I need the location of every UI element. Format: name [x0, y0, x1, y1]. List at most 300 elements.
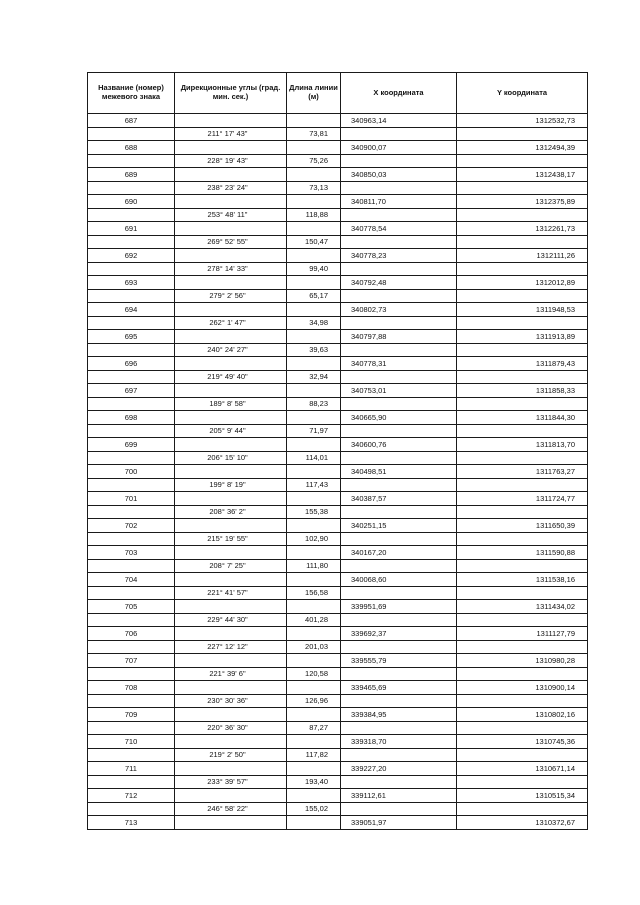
table-row-segment: [88, 748, 588, 762]
empty-cell: [287, 627, 341, 641]
marker-name-cell: 713: [88, 816, 175, 830]
empty-cell: [341, 289, 457, 303]
line-length-cell: 99,40: [287, 262, 341, 276]
empty-cell: [175, 438, 287, 452]
marker-name-cell: 701: [88, 492, 175, 506]
direction-angle-cell: 278° 14' 33": [175, 262, 287, 276]
table-row-segment: [88, 532, 588, 546]
empty-cell: [457, 262, 588, 276]
empty-cell: [175, 465, 287, 479]
marker-name-cell: 699: [88, 438, 175, 452]
empty-cell: [175, 681, 287, 695]
empty-cell: [88, 235, 175, 249]
empty-cell: [341, 235, 457, 249]
empty-cell: [457, 424, 588, 438]
direction-angle-cell: 269° 52' 55": [175, 235, 287, 249]
line-length-cell: 73,81: [287, 127, 341, 141]
x-coordinate-cell: 340797,88: [341, 330, 457, 344]
empty-cell: [175, 735, 287, 749]
table-row-segment: [88, 127, 588, 141]
direction-angle-cell: 215° 19' 55": [175, 532, 287, 546]
empty-cell: [175, 222, 287, 236]
empty-cell: [175, 141, 287, 155]
y-coordinate-cell: 1312438,17: [457, 168, 588, 182]
line-length-cell: 88,23: [287, 397, 341, 411]
table-row-point: [88, 519, 588, 533]
marker-name-cell: 702: [88, 519, 175, 533]
line-length-cell: 117,43: [287, 478, 341, 492]
empty-cell: [457, 775, 588, 789]
empty-cell: [88, 667, 175, 681]
empty-cell: [457, 154, 588, 168]
empty-cell: [287, 168, 341, 182]
table-row-point: [88, 168, 588, 182]
empty-cell: [457, 397, 588, 411]
x-coordinate-cell: 340900,07: [341, 141, 457, 155]
line-length-cell: 120,58: [287, 667, 341, 681]
marker-name-cell: 689: [88, 168, 175, 182]
table-row-point: [88, 735, 588, 749]
empty-cell: [287, 708, 341, 722]
empty-cell: [175, 816, 287, 830]
direction-angle-cell: 227° 12' 12": [175, 640, 287, 654]
direction-angle-cell: 279° 2' 56": [175, 289, 287, 303]
marker-name-cell: 697: [88, 384, 175, 398]
x-coordinate-cell: 339227,20: [341, 762, 457, 776]
empty-cell: [457, 370, 588, 384]
empty-cell: [341, 478, 457, 492]
x-coordinate-cell: 340068,60: [341, 573, 457, 587]
empty-cell: [457, 181, 588, 195]
marker-name-cell: 698: [88, 411, 175, 425]
table-row-point: [88, 573, 588, 587]
marker-name-cell: 705: [88, 600, 175, 614]
marker-name-cell: 712: [88, 789, 175, 803]
marker-name-cell: 709: [88, 708, 175, 722]
empty-cell: [457, 235, 588, 249]
empty-cell: [175, 114, 287, 128]
direction-angle-cell: 240° 24' 27": [175, 343, 287, 357]
empty-cell: [457, 640, 588, 654]
empty-cell: [287, 681, 341, 695]
table-row-point: [88, 789, 588, 803]
x-coordinate-cell: 339555,79: [341, 654, 457, 668]
empty-cell: [88, 748, 175, 762]
table-row-point: [88, 681, 588, 695]
empty-cell: [287, 276, 341, 290]
line-length-cell: 201,03: [287, 640, 341, 654]
y-coordinate-cell: 1311434,02: [457, 600, 588, 614]
line-length-cell: 401,28: [287, 613, 341, 627]
direction-angle-cell: 221° 41' 57": [175, 586, 287, 600]
empty-cell: [287, 519, 341, 533]
empty-cell: [175, 276, 287, 290]
empty-cell: [175, 249, 287, 263]
table-row-point: [88, 357, 588, 371]
y-coordinate-cell: 1310900,14: [457, 681, 588, 695]
empty-cell: [287, 762, 341, 776]
x-coordinate-cell: 340802,73: [341, 303, 457, 317]
line-length-cell: 193,40: [287, 775, 341, 789]
table-header-row: [88, 73, 588, 114]
empty-cell: [175, 384, 287, 398]
line-length-cell: 118,88: [287, 208, 341, 222]
x-coordinate-cell: 339051,97: [341, 816, 457, 830]
x-coordinate-cell: 339951,69: [341, 600, 457, 614]
empty-cell: [287, 249, 341, 263]
empty-cell: [341, 397, 457, 411]
empty-cell: [287, 735, 341, 749]
marker-name-cell: 706: [88, 627, 175, 641]
x-coordinate-cell: 340387,57: [341, 492, 457, 506]
empty-cell: [88, 289, 175, 303]
x-coordinate-cell: 339692,37: [341, 627, 457, 641]
empty-cell: [175, 762, 287, 776]
empty-cell: [88, 127, 175, 141]
empty-cell: [457, 748, 588, 762]
table-row-point: [88, 330, 588, 344]
direction-angle-cell: 220° 36' 30": [175, 721, 287, 735]
empty-cell: [287, 141, 341, 155]
marker-name-cell: 688: [88, 141, 175, 155]
header-line-length: Длина линии (м): [287, 73, 341, 114]
table-row-segment: [88, 208, 588, 222]
empty-cell: [88, 721, 175, 735]
table-row-point: [88, 546, 588, 560]
empty-cell: [341, 262, 457, 276]
direction-angle-cell: 221° 39' 6": [175, 667, 287, 681]
direction-angle-cell: 253° 48' 11": [175, 208, 287, 222]
empty-cell: [457, 586, 588, 600]
table-row-point: [88, 141, 588, 155]
empty-cell: [341, 181, 457, 195]
line-length-cell: 111,80: [287, 559, 341, 573]
y-coordinate-cell: 1310515,34: [457, 789, 588, 803]
line-length-cell: 155,38: [287, 505, 341, 519]
empty-cell: [287, 816, 341, 830]
direction-angle-cell: 228° 19' 43": [175, 154, 287, 168]
x-coordinate-cell: 340778,23: [341, 249, 457, 263]
table-row-segment: [88, 640, 588, 654]
direction-angle-cell: 230° 30' 36": [175, 694, 287, 708]
direction-angle-cell: 211° 17' 43": [175, 127, 287, 141]
empty-cell: [88, 802, 175, 816]
direction-angle-cell: 208° 7' 25": [175, 559, 287, 573]
coordinate-table-sheet: [87, 72, 588, 830]
empty-cell: [457, 316, 588, 330]
marker-name-cell: 703: [88, 546, 175, 560]
header-marker-name: Название (номер) межевого знака: [88, 73, 175, 114]
empty-cell: [287, 222, 341, 236]
empty-cell: [457, 451, 588, 465]
y-coordinate-cell: 1310671,14: [457, 762, 588, 776]
y-coordinate-cell: 1312261,73: [457, 222, 588, 236]
empty-cell: [175, 789, 287, 803]
empty-cell: [287, 384, 341, 398]
table-row-segment: [88, 586, 588, 600]
empty-cell: [287, 411, 341, 425]
table-row-segment: [88, 667, 588, 681]
x-coordinate-cell: 340811,70: [341, 195, 457, 209]
table-row-segment: [88, 451, 588, 465]
direction-angle-cell: 205° 9' 44": [175, 424, 287, 438]
empty-cell: [457, 289, 588, 303]
direction-angle-cell: 229° 44' 30": [175, 613, 287, 627]
table-row-segment: [88, 289, 588, 303]
empty-cell: [287, 600, 341, 614]
line-length-cell: 32,94: [287, 370, 341, 384]
direction-angle-cell: 219° 2' 50": [175, 748, 287, 762]
empty-cell: [341, 316, 457, 330]
empty-cell: [88, 505, 175, 519]
y-coordinate-cell: 1311879,43: [457, 357, 588, 371]
empty-cell: [341, 748, 457, 762]
header-x-coordinate: X координата: [341, 73, 457, 114]
empty-cell: [287, 114, 341, 128]
empty-cell: [175, 600, 287, 614]
table-row-segment: [88, 505, 588, 519]
table-row-point: [88, 627, 588, 641]
empty-cell: [341, 721, 457, 735]
marker-name-cell: 694: [88, 303, 175, 317]
empty-cell: [287, 654, 341, 668]
table-row-segment: [88, 694, 588, 708]
table-row-segment: [88, 478, 588, 492]
empty-cell: [457, 127, 588, 141]
x-coordinate-cell: 340778,54: [341, 222, 457, 236]
table-row-segment: [88, 235, 588, 249]
direction-angle-cell: 246° 58' 22": [175, 802, 287, 816]
direction-angle-cell: 206° 15' 10": [175, 451, 287, 465]
marker-name-cell: 687: [88, 114, 175, 128]
empty-cell: [341, 694, 457, 708]
table-row-segment: [88, 721, 588, 735]
table-row-point: [88, 816, 588, 830]
empty-cell: [287, 573, 341, 587]
header-y-coordinate: Y координата: [457, 73, 588, 114]
empty-cell: [287, 492, 341, 506]
y-coordinate-cell: 1311724,77: [457, 492, 588, 506]
empty-cell: [287, 789, 341, 803]
y-coordinate-cell: 1311590,88: [457, 546, 588, 560]
direction-angle-cell: 189° 8' 58": [175, 397, 287, 411]
empty-cell: [457, 478, 588, 492]
x-coordinate-cell: 340792,48: [341, 276, 457, 290]
empty-cell: [341, 451, 457, 465]
direction-angle-cell: 219° 49' 40": [175, 370, 287, 384]
table-row-segment: [88, 559, 588, 573]
empty-cell: [457, 532, 588, 546]
empty-cell: [287, 303, 341, 317]
table-row-segment: [88, 316, 588, 330]
empty-cell: [175, 168, 287, 182]
line-length-cell: 117,82: [287, 748, 341, 762]
empty-cell: [175, 546, 287, 560]
marker-name-cell: 696: [88, 357, 175, 371]
empty-cell: [341, 208, 457, 222]
empty-cell: [88, 154, 175, 168]
empty-cell: [88, 559, 175, 573]
empty-cell: [341, 802, 457, 816]
table-row-segment: [88, 370, 588, 384]
empty-cell: [287, 546, 341, 560]
table-row-segment: [88, 424, 588, 438]
empty-cell: [287, 195, 341, 209]
table-row-point: [88, 276, 588, 290]
empty-cell: [88, 613, 175, 627]
y-coordinate-cell: 1311913,89: [457, 330, 588, 344]
empty-cell: [341, 154, 457, 168]
table-row-point: [88, 384, 588, 398]
y-coordinate-cell: 1312111,26: [457, 249, 588, 263]
table-row-point: [88, 195, 588, 209]
line-length-cell: 155,02: [287, 802, 341, 816]
empty-cell: [88, 694, 175, 708]
table-body: [88, 114, 588, 830]
direction-angle-cell: 208° 36' 2": [175, 505, 287, 519]
empty-cell: [341, 613, 457, 627]
table-row-segment: [88, 343, 588, 357]
empty-cell: [341, 586, 457, 600]
empty-cell: [457, 694, 588, 708]
line-length-cell: 65,17: [287, 289, 341, 303]
table-row-point: [88, 438, 588, 452]
empty-cell: [287, 465, 341, 479]
table-row-segment: [88, 397, 588, 411]
table-row-point: [88, 303, 588, 317]
x-coordinate-cell: 339465,69: [341, 681, 457, 695]
empty-cell: [341, 667, 457, 681]
empty-cell: [457, 721, 588, 735]
direction-angle-cell: 262° 1' 47": [175, 316, 287, 330]
y-coordinate-cell: 1311538,16: [457, 573, 588, 587]
empty-cell: [341, 424, 457, 438]
line-length-cell: 126,96: [287, 694, 341, 708]
marker-name-cell: 708: [88, 681, 175, 695]
line-length-cell: 156,58: [287, 586, 341, 600]
empty-cell: [88, 316, 175, 330]
y-coordinate-cell: 1311650,39: [457, 519, 588, 533]
y-coordinate-cell: 1312012,89: [457, 276, 588, 290]
direction-angle-cell: 238° 23' 24": [175, 181, 287, 195]
y-coordinate-cell: 1311858,33: [457, 384, 588, 398]
marker-name-cell: 707: [88, 654, 175, 668]
empty-cell: [341, 505, 457, 519]
table-row-segment: [88, 154, 588, 168]
table-row-segment: [88, 775, 588, 789]
marker-name-cell: 710: [88, 735, 175, 749]
line-length-cell: 102,90: [287, 532, 341, 546]
empty-cell: [175, 519, 287, 533]
empty-cell: [457, 505, 588, 519]
table-row-point: [88, 492, 588, 506]
empty-cell: [341, 775, 457, 789]
table-row-segment: [88, 802, 588, 816]
empty-cell: [341, 532, 457, 546]
x-coordinate-cell: 340665,90: [341, 411, 457, 425]
x-coordinate-cell: 339384,95: [341, 708, 457, 722]
empty-cell: [175, 708, 287, 722]
table-row-point: [88, 600, 588, 614]
table-row-point: [88, 708, 588, 722]
empty-cell: [88, 532, 175, 546]
direction-angle-cell: 199° 8' 19": [175, 478, 287, 492]
y-coordinate-cell: 1311844,30: [457, 411, 588, 425]
empty-cell: [88, 208, 175, 222]
x-coordinate-cell: 340251,15: [341, 519, 457, 533]
empty-cell: [88, 397, 175, 411]
empty-cell: [341, 640, 457, 654]
marker-name-cell: 700: [88, 465, 175, 479]
line-length-cell: 34,98: [287, 316, 341, 330]
empty-cell: [287, 438, 341, 452]
y-coordinate-cell: 1311948,53: [457, 303, 588, 317]
table-row-point: [88, 762, 588, 776]
empty-cell: [88, 424, 175, 438]
empty-cell: [341, 370, 457, 384]
marker-name-cell: 690: [88, 195, 175, 209]
header-direction-angle: Дирекционные углы (град. мин. сек.): [175, 73, 287, 114]
empty-cell: [88, 181, 175, 195]
empty-cell: [341, 127, 457, 141]
y-coordinate-cell: 1310980,28: [457, 654, 588, 668]
empty-cell: [175, 573, 287, 587]
empty-cell: [457, 667, 588, 681]
empty-cell: [457, 802, 588, 816]
table-row-point: [88, 654, 588, 668]
y-coordinate-cell: 1310802,16: [457, 708, 588, 722]
line-length-cell: 87,27: [287, 721, 341, 735]
empty-cell: [88, 370, 175, 384]
x-coordinate-cell: 340498,51: [341, 465, 457, 479]
empty-cell: [341, 559, 457, 573]
empty-cell: [457, 208, 588, 222]
empty-cell: [175, 303, 287, 317]
x-coordinate-cell: 340850,03: [341, 168, 457, 182]
y-coordinate-cell: 1312375,89: [457, 195, 588, 209]
empty-cell: [341, 343, 457, 357]
line-length-cell: 39,63: [287, 343, 341, 357]
empty-cell: [88, 262, 175, 276]
table-row-segment: [88, 262, 588, 276]
y-coordinate-cell: 1311763,27: [457, 465, 588, 479]
empty-cell: [287, 357, 341, 371]
y-coordinate-cell: 1311127,79: [457, 627, 588, 641]
empty-cell: [88, 478, 175, 492]
y-coordinate-cell: 1312532,73: [457, 114, 588, 128]
table-row-segment: [88, 613, 588, 627]
x-coordinate-cell: 339112,61: [341, 789, 457, 803]
x-coordinate-cell: 340778,31: [341, 357, 457, 371]
marker-name-cell: 692: [88, 249, 175, 263]
empty-cell: [457, 613, 588, 627]
empty-cell: [88, 775, 175, 789]
empty-cell: [88, 586, 175, 600]
empty-cell: [457, 559, 588, 573]
table-row-point: [88, 222, 588, 236]
empty-cell: [175, 492, 287, 506]
line-length-cell: 73,13: [287, 181, 341, 195]
y-coordinate-cell: 1310745,36: [457, 735, 588, 749]
table-row-point: [88, 114, 588, 128]
line-length-cell: 71,97: [287, 424, 341, 438]
x-coordinate-cell: 340963,14: [341, 114, 457, 128]
empty-cell: [88, 343, 175, 357]
empty-cell: [175, 411, 287, 425]
direction-angle-cell: 233° 39' 57": [175, 775, 287, 789]
marker-name-cell: 691: [88, 222, 175, 236]
empty-cell: [175, 654, 287, 668]
